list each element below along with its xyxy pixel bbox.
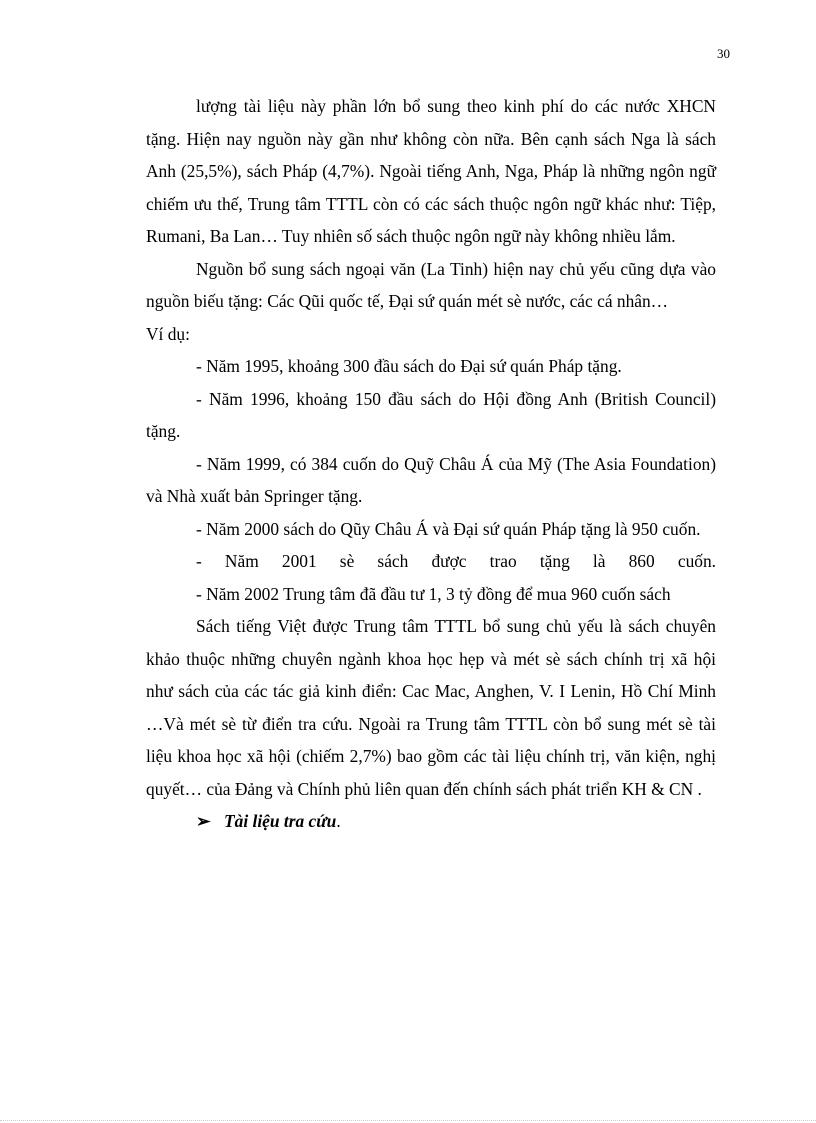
list-item-1996: - Năm 1996, khoảng 150 đầu sách do Hội đồng Anh (British Council) tặng. (146, 388, 716, 441)
list-item-1999: - Năm 1999, có 384 cuốn do Quỹ Châu Á của Mỹ (The Asia Foundation) và Nhà xuất bản Springer tặng. (146, 453, 716, 506)
list-item-2000: - Năm 2000 sách do Qũy Châu Á và Đại sứ quán Pháp tặng là 950 cuốn. (196, 518, 701, 539)
list-item-2001: - Năm 2001 sè sách được trao tặng là 860 cuốn. (196, 551, 716, 571)
section-heading-suffix: . (336, 811, 341, 831)
list-item-2002: - Năm 2002 Trung tâm đã đầu tư 1, 3 tỷ đồng để mua 960 cuốn sách (196, 583, 671, 604)
page-bottom-divider (0, 1120, 816, 1121)
paragraph-latin-books: Nguồn bổ sung sách ngoại văn (La Tinh) hiện nay chủ yếu cũng dựa vào nguồn biếu tặng: Các Qũi quốc tế, Đại sứ quán mét sè nước, các cá nhân… (146, 258, 716, 311)
arrow-bullet-icon: ➢ (196, 811, 211, 831)
document-body (146, 90, 716, 838)
list-item-1995: - Năm 1995, khoảng 300 đầu sách do Đại sứ quán Pháp tặng. (196, 356, 622, 376)
page-number: 30 (717, 46, 730, 61)
paragraph-vietnamese-books: Sách tiếng Việt được Trung tâm TTTL bổ sung chủ yếu là sách chuyên khảo thuộc những chuyên ngành khoa học hẹp và mét sè sách chính trị xã hội như sách của các tác giả kinh điển: Cac Mac, Anghen, V. I Lenin, Hồ Chí Minh …Và mét sè từ điển tra cứu. Ngoài ra Trung tâm TTTL còn bổ sung mét sè tài liệu khoa học xã hội (chiếm 2,7%) bao gồm các tài liệu chính trị, văn kiện, nghị quyết… của Đảng và Chính phủ liên quan đến chính sách phát triển KH & CN . (146, 616, 716, 799)
section-heading (146, 805, 716, 838)
paragraph-foreign-books: lượng tài liệu này phần lớn bổ sung theo kinh phí do các nước XHCN tặng. Hiện nay nguồn này gần như không còn nữa. Bên cạnh sách Nga là sách Anh (25,5%), sách Pháp (4,7%). Ngoài tiếng Anh, Nga, Pháp là những ngôn ngữ chiếm ưu thế, Trung tâm TTTL còn có các sách thuộc ngôn ngữ khác như: Tiệp, Rumani, Ba Lan… Tuy nhiên số sách thuộc ngôn ngữ này không nhiều lắm. (146, 96, 716, 246)
paragraph-example-label: Ví dụ: (146, 323, 190, 344)
section-heading-text: Tài liệu tra cứu (224, 811, 337, 831)
